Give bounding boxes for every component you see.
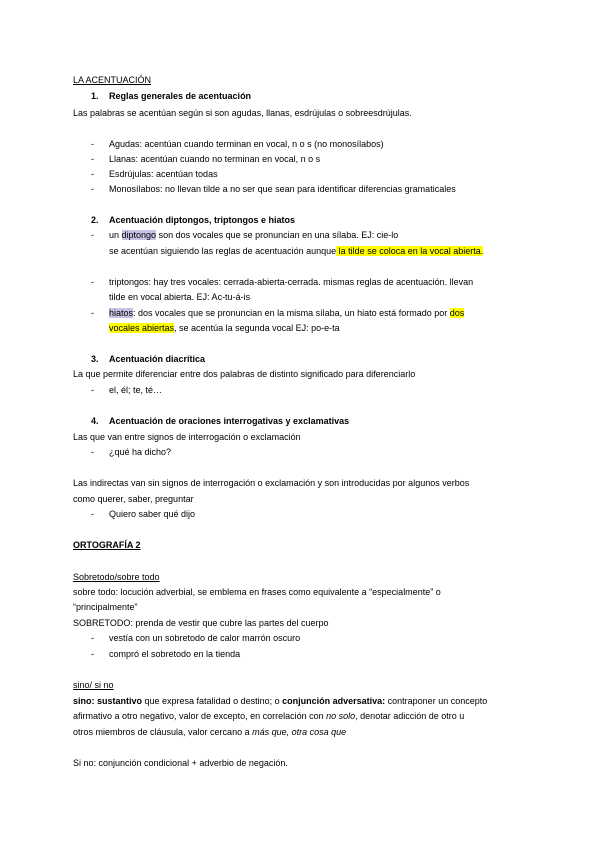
list-item-triptongos-line2: tilde en vocal abierta. EJ: Ac-tu-á-is xyxy=(109,292,251,302)
list-item-interrog-ex: ¿qué ha dicho? xyxy=(109,447,172,457)
list-bullet: - xyxy=(91,633,94,643)
list-item-monosilabos: Monosílabos: no llevan tilde a no ser que sean para identificar diferencias gramaticales xyxy=(109,184,456,194)
section-title-acentuacion: LA ACENTUACIÓN xyxy=(73,75,152,85)
heading-reglas-generales: Reglas generales de acentuación xyxy=(109,91,252,101)
list-bullet: - xyxy=(91,509,94,519)
heading-interrogativas: Acentuación de oraciones interrogativas y exclamativas xyxy=(109,416,350,426)
list-bullet: - xyxy=(91,154,94,164)
paragraph-sino-line3: otros miembros de cláusula, valor cercano a más que, otra cosa que xyxy=(73,727,347,737)
heading-number-2: 2. xyxy=(91,215,99,225)
list-item-agudas: Agudas: acentúan cuando terminan en vocal, n o s (no monosílabos) xyxy=(109,139,384,149)
paragraph-sobre-todo-line2: “principalmente” xyxy=(73,602,138,612)
highlight-hiatos: hiatos xyxy=(109,308,134,318)
subheading-sino: sino/ si no xyxy=(73,680,114,690)
paragraph-interrogativas: Las que van entre signos de interrogación o exclamación xyxy=(73,432,301,442)
list-bullet: - xyxy=(91,649,94,659)
subheading-sobretodo: Sobretodo/sobre todo xyxy=(73,572,160,582)
heading-diacritica: Acentuación diacrítica xyxy=(109,354,206,364)
heading-number-4: 4. xyxy=(91,416,99,426)
highlight-diptongo: diptongo xyxy=(121,230,157,240)
list-item-diacritica-ex: el, él; te, té… xyxy=(109,385,163,395)
list-item-llanas: Llanas: acentúan cuando no terminan en vocal, n o s xyxy=(109,154,321,164)
paragraph-sobre-todo: sobre todo: locución adverbial, se emblema en frases como equivalente a “especialmente” o xyxy=(73,587,441,597)
paragraph-sino-line2: afirmativo a otro negativo, valor de excepto, en correlación con no solo, denotar adicción de otro u xyxy=(73,711,465,721)
list-item-hiatos: hiatos: dos vocales que se pronuncian en la misma sílaba, un hiato está formado por dos xyxy=(109,308,465,318)
list-item-triptongos: triptongos: hay tres vocales: cerrada-abierta-cerrada. mismas reglas de acentuación. llevan xyxy=(109,277,474,287)
heading-number-3: 3. xyxy=(91,354,99,364)
list-bullet: - xyxy=(91,308,94,318)
paragraph-indirectas-line2: como querer, saber, preguntar xyxy=(73,494,194,504)
list-item-diptongo: un diptongo son dos vocales que se pronuncian en una sílaba. EJ: cie-lo xyxy=(109,230,399,240)
section-title-ortografia: ORTOGRAFÍA 2 xyxy=(73,540,141,550)
list-item-sobretodo-ex1: vestía con un sobretodo de calor marrón oscuro xyxy=(109,633,301,643)
highlight-vocales-abiertas: vocales abiertas xyxy=(109,323,175,333)
intro-paragraph: Las palabras se acentúan según si son agudas, llanas, esdrújulas o sobreesdrújulas. xyxy=(73,108,412,118)
list-bullet: - xyxy=(91,230,94,240)
heading-diptongos: Acentuación diptongos, triptongos e hiatos xyxy=(109,215,295,225)
paragraph-si-no: Si no: conjunción condicional + adverbio de negación. xyxy=(73,758,288,768)
list-bullet: - xyxy=(91,385,94,395)
list-item-indirectas-ex: Quiero saber qué dijo xyxy=(109,509,196,519)
list-item-esdrujulas: Esdrújulas: acentúan todas xyxy=(109,169,218,179)
paragraph-sobretodo: SOBRETODO: prenda de vestir que cubre las partes del cuerpo xyxy=(73,618,329,628)
list-item-diptongo-line2: se acentúan siguiendo las reglas de acentuación aunque la tilde se coloca en la vocal abierta. xyxy=(109,246,484,256)
list-bullet: - xyxy=(91,139,94,149)
paragraph-diacritica: La que permite diferenciar entre dos palabras de distinto significado para diferenciarlo xyxy=(73,369,416,379)
list-bullet: - xyxy=(91,184,94,194)
list-item-hiatos-line2: vocales abiertas, se acentúa la segunda vocal EJ: po-e-ta xyxy=(109,323,340,333)
list-item-sobretodo-ex2: compró el sobretodo en la tienda xyxy=(109,649,241,659)
highlight-dos: dos xyxy=(449,308,465,318)
paragraph-sino: sino: sustantivo que expresa fatalidad o destino; o conjunción adversativa: contraponer un concepto xyxy=(73,696,488,706)
list-bullet: - xyxy=(91,277,94,287)
heading-number-1: 1. xyxy=(91,91,99,101)
list-bullet: - xyxy=(91,447,94,457)
highlight-vocal-abierta: la tilde se coloca en la vocal abierta. xyxy=(336,246,484,256)
list-bullet: - xyxy=(91,169,94,179)
paragraph-indirectas: Las indirectas van sin signos de interrogación o exclamación y son introducidas por algunos verbos xyxy=(73,478,470,488)
